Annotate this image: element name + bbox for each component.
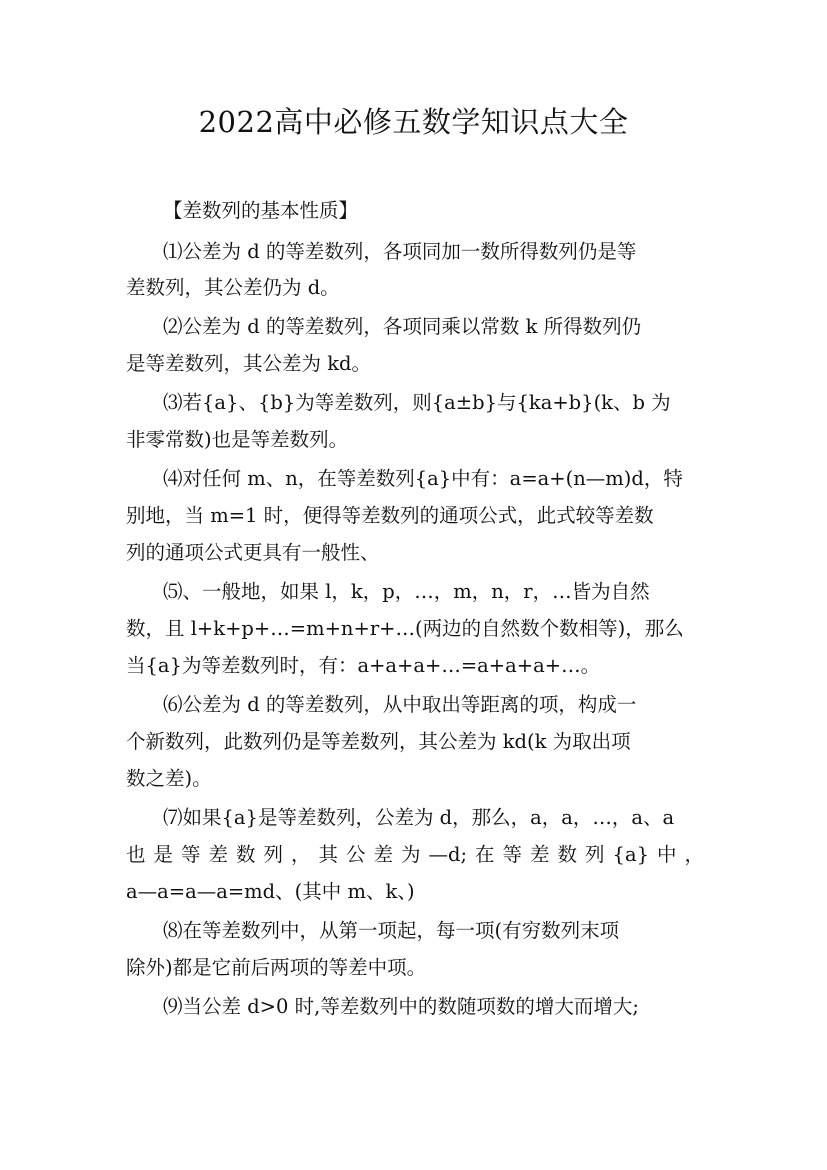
paragraph-line: ⑼当公差 d>0 时,等差数列中的数随项数的增大而增大; bbox=[163, 995, 639, 1018]
paragraph-line: 数，且 l+k+p+…=m+n+r+…(两边的自然数个数相等)，那么 bbox=[126, 617, 684, 640]
paragraph-line: 非零常数)也是等差数列。 bbox=[126, 428, 349, 451]
page-title: 2022高中必修五数学知识点大全 bbox=[198, 105, 629, 139]
paragraph-line: ⑺如果{a}是等差数列，公差为 d，那么，a，a，…，a、a bbox=[163, 806, 675, 829]
paragraph-line: ⑷对任何 m、n，在等差数列{a}中有：a=a+(n—m)d，特 bbox=[163, 467, 683, 490]
paragraph-line: ⑹公差为 d 的等差数列，从中取出等距离的项，构成一 bbox=[163, 693, 637, 716]
paragraph-line: ⑵公差为 d 的等差数列，各项同乘以常数 k 所得数列仍 bbox=[163, 315, 642, 338]
paragraph-line: 差数列，其公差仍为 d。 bbox=[126, 276, 340, 299]
paragraph-line: ⑸、一般地，如果 l，k，p，…，m，n，r，…皆为自然 bbox=[163, 580, 650, 603]
paragraph-line: 个新数列，此数列仍是等差数列，其公差为 kd(k 为取出项 bbox=[126, 730, 631, 753]
paragraph-line: 别地，当 m=1 时，便得等差数列的通项公式，此式较等差数 bbox=[126, 504, 654, 527]
paragraph-line: 列的通项公式更具有一般性、 bbox=[126, 541, 380, 564]
paragraph-line: 除外)都是它前后两项的等差中项。 bbox=[126, 956, 427, 979]
paragraph-line: 当{a}为等差数列时，有：a+a+a+…=a+a+a+…。 bbox=[126, 654, 601, 677]
paragraph-line: ⑴公差为 d 的等差数列，各项同加一数所得数列仍是等 bbox=[163, 240, 637, 263]
paragraph-line: ⑶若{a}、{b}为等差数列，则{a±b}与{ka+b}(k、b 为 bbox=[163, 391, 671, 414]
paragraph-line: ⑻在等差数列中，从第一项起，每一项(有穷数列末项 bbox=[163, 919, 620, 942]
paragraph-line: a—a=a—a=md、(其中 m、k、) bbox=[126, 880, 415, 903]
section-heading: 【差数列的基本性质】 bbox=[163, 199, 359, 222]
paragraph-line: 数之差)。 bbox=[126, 767, 212, 790]
paragraph-line: 是等差数列，其公差为 kd。 bbox=[126, 352, 371, 375]
paragraph-line: 也是等差数列，其公差为—d;在等差数列{a}中， bbox=[126, 843, 704, 866]
